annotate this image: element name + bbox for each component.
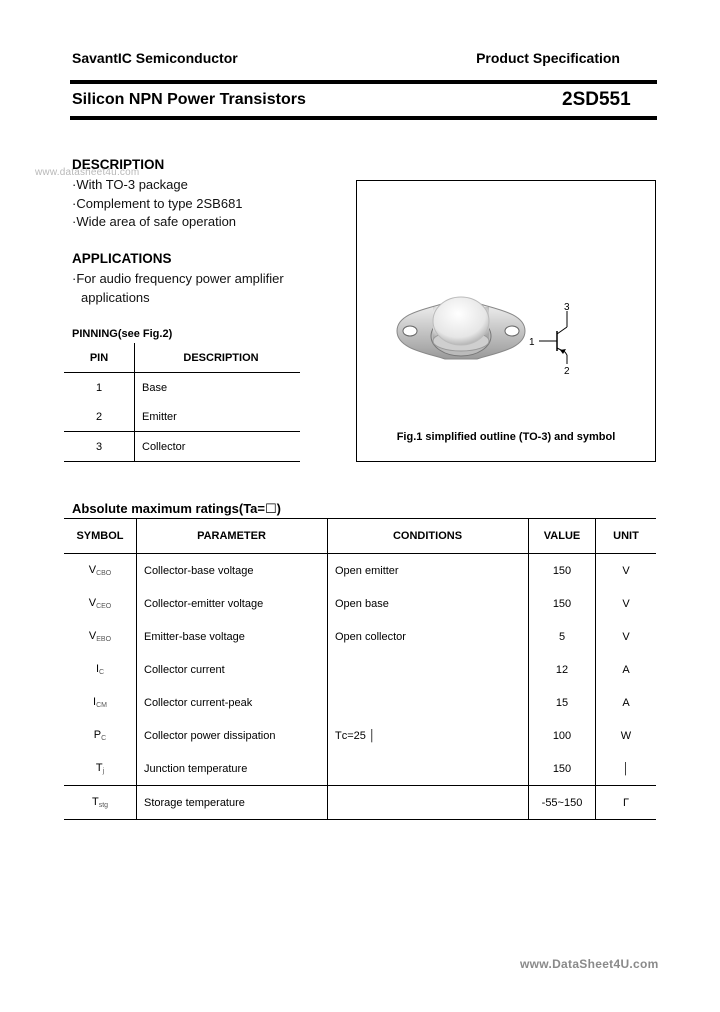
table-row [64,554,656,588]
conditions-cell [328,752,529,786]
column-header: DESCRIPTION [135,343,301,373]
product-line-title: Silicon NPN Power Transistors [72,91,306,108]
symbol-cell: $P_C$ [64,719,137,752]
conditions-cell [328,686,529,719]
description-item: ·With TO-3 package [72,177,188,192]
pin-label-emitter: 2 [564,366,570,377]
conditions-cell: Open collector [328,620,529,653]
table-row [64,402,300,432]
unit-cell: V [622,564,630,577]
pin-number: 1 [64,373,135,403]
table-row [64,719,656,752]
table-row [64,786,656,820]
value-cell: 150 [529,752,596,786]
unit-cell: │ [596,752,657,786]
unit-cell: V [622,597,630,610]
column-header: UNIT [596,519,657,554]
table-row [64,686,656,719]
symbol-cell: $T_{stg}$ [64,786,137,820]
value-cell: -55~150 [529,786,596,820]
symbol-cell: $V_{EBO}$ [64,620,137,653]
footer-link[interactable]: www.DataSheet4U.com [520,957,659,971]
pin-label-collector: 3 [564,302,570,313]
conditions-cell: Open emitter [328,554,529,588]
description-item: ·Complement to type 2SB681 [72,196,243,211]
column-header: PIN [64,343,135,373]
symbol-cell: $T_j$ [64,752,137,786]
table-row [64,653,656,686]
parameter-cell: Junction temperature [137,752,328,786]
company-name: SavantIC Semiconductor [72,50,238,66]
table-row [64,620,656,653]
conditions-cell: Open base [328,587,529,620]
parameter-cell: Collector current-peak [137,686,328,719]
column-header: PARAMETER [137,519,328,554]
value-cell: 150 [529,554,596,588]
conditions-cell [328,653,529,686]
symbol-cell: $V_{CEO}$ [64,587,137,620]
description-heading: DESCRIPTION [72,157,165,172]
pin-description: Emitter [135,402,301,432]
pin-number: 2 [64,402,135,432]
pin-label-base: 1 [529,337,535,348]
column-header: SYMBOL [64,519,137,554]
parameter-cell: Collector-base voltage [137,554,328,588]
value-cell: 15 [529,686,596,719]
ratings-title: Absolute maximum ratings(Ta=☐) [72,501,281,516]
figure-caption: Fig.1 simplified outline (TO-3) and symbol [396,431,616,443]
symbol-cell: $I_C$ [64,653,137,686]
applications-item: ·For audio frequency power amplifier [72,271,284,286]
parameter-cell: Collector power dissipation [137,719,328,752]
part-number: 2SD551 [562,89,631,110]
column-header: VALUE [529,519,596,554]
applications-heading: APPLICATIONS [72,251,172,266]
symbol-cell: $V_{CBO}$ [64,554,137,588]
table-row [64,587,656,620]
description-item: ·Wide area of safe operation [72,214,237,229]
value-cell: 12 [529,653,596,686]
header-rule-top [70,80,657,84]
pin-description: Collector [135,432,301,462]
applications-item: applications [81,290,150,305]
pinning-table [64,343,300,462]
conditions-cell [328,786,529,820]
pinning-title: PINNING(see Fig.2) [72,328,173,340]
ratings-table [64,518,656,820]
unit-cell: Γ [596,786,657,820]
figure-outline-symbol [356,180,656,462]
value-cell: 5 [529,620,596,653]
watermark-link[interactable]: www.datasheet4u.com [35,167,140,178]
pin-description: Base [142,381,168,394]
unit-cell: V [622,630,630,643]
document-type: Product Specification [476,50,620,66]
table-row [64,373,300,403]
header-rule-bottom [70,116,657,120]
conditions-cell: Tᴄ=25 │ [328,719,529,752]
parameter-cell: Storage temperature [137,786,328,820]
table-row [64,752,656,786]
unit-cell: W [620,729,632,742]
unit-cell: A [622,663,630,676]
value-cell: 150 [529,587,596,620]
parameter-cell: Emitter-base voltage [137,620,328,653]
pin-number: 3 [64,432,135,462]
npn-transistor-symbol-icon [357,181,655,421]
parameter-cell: Collector current [137,653,328,686]
table-header-row [64,519,656,554]
symbol-cell: $I_{CM}$ [64,686,137,719]
table-row [64,432,300,462]
column-header: CONDITIONS [328,519,529,554]
unit-cell: A [622,696,630,709]
parameter-cell: Collector-emitter voltage [137,587,328,620]
value-cell: 100 [529,719,596,752]
table-header-row [64,343,300,373]
